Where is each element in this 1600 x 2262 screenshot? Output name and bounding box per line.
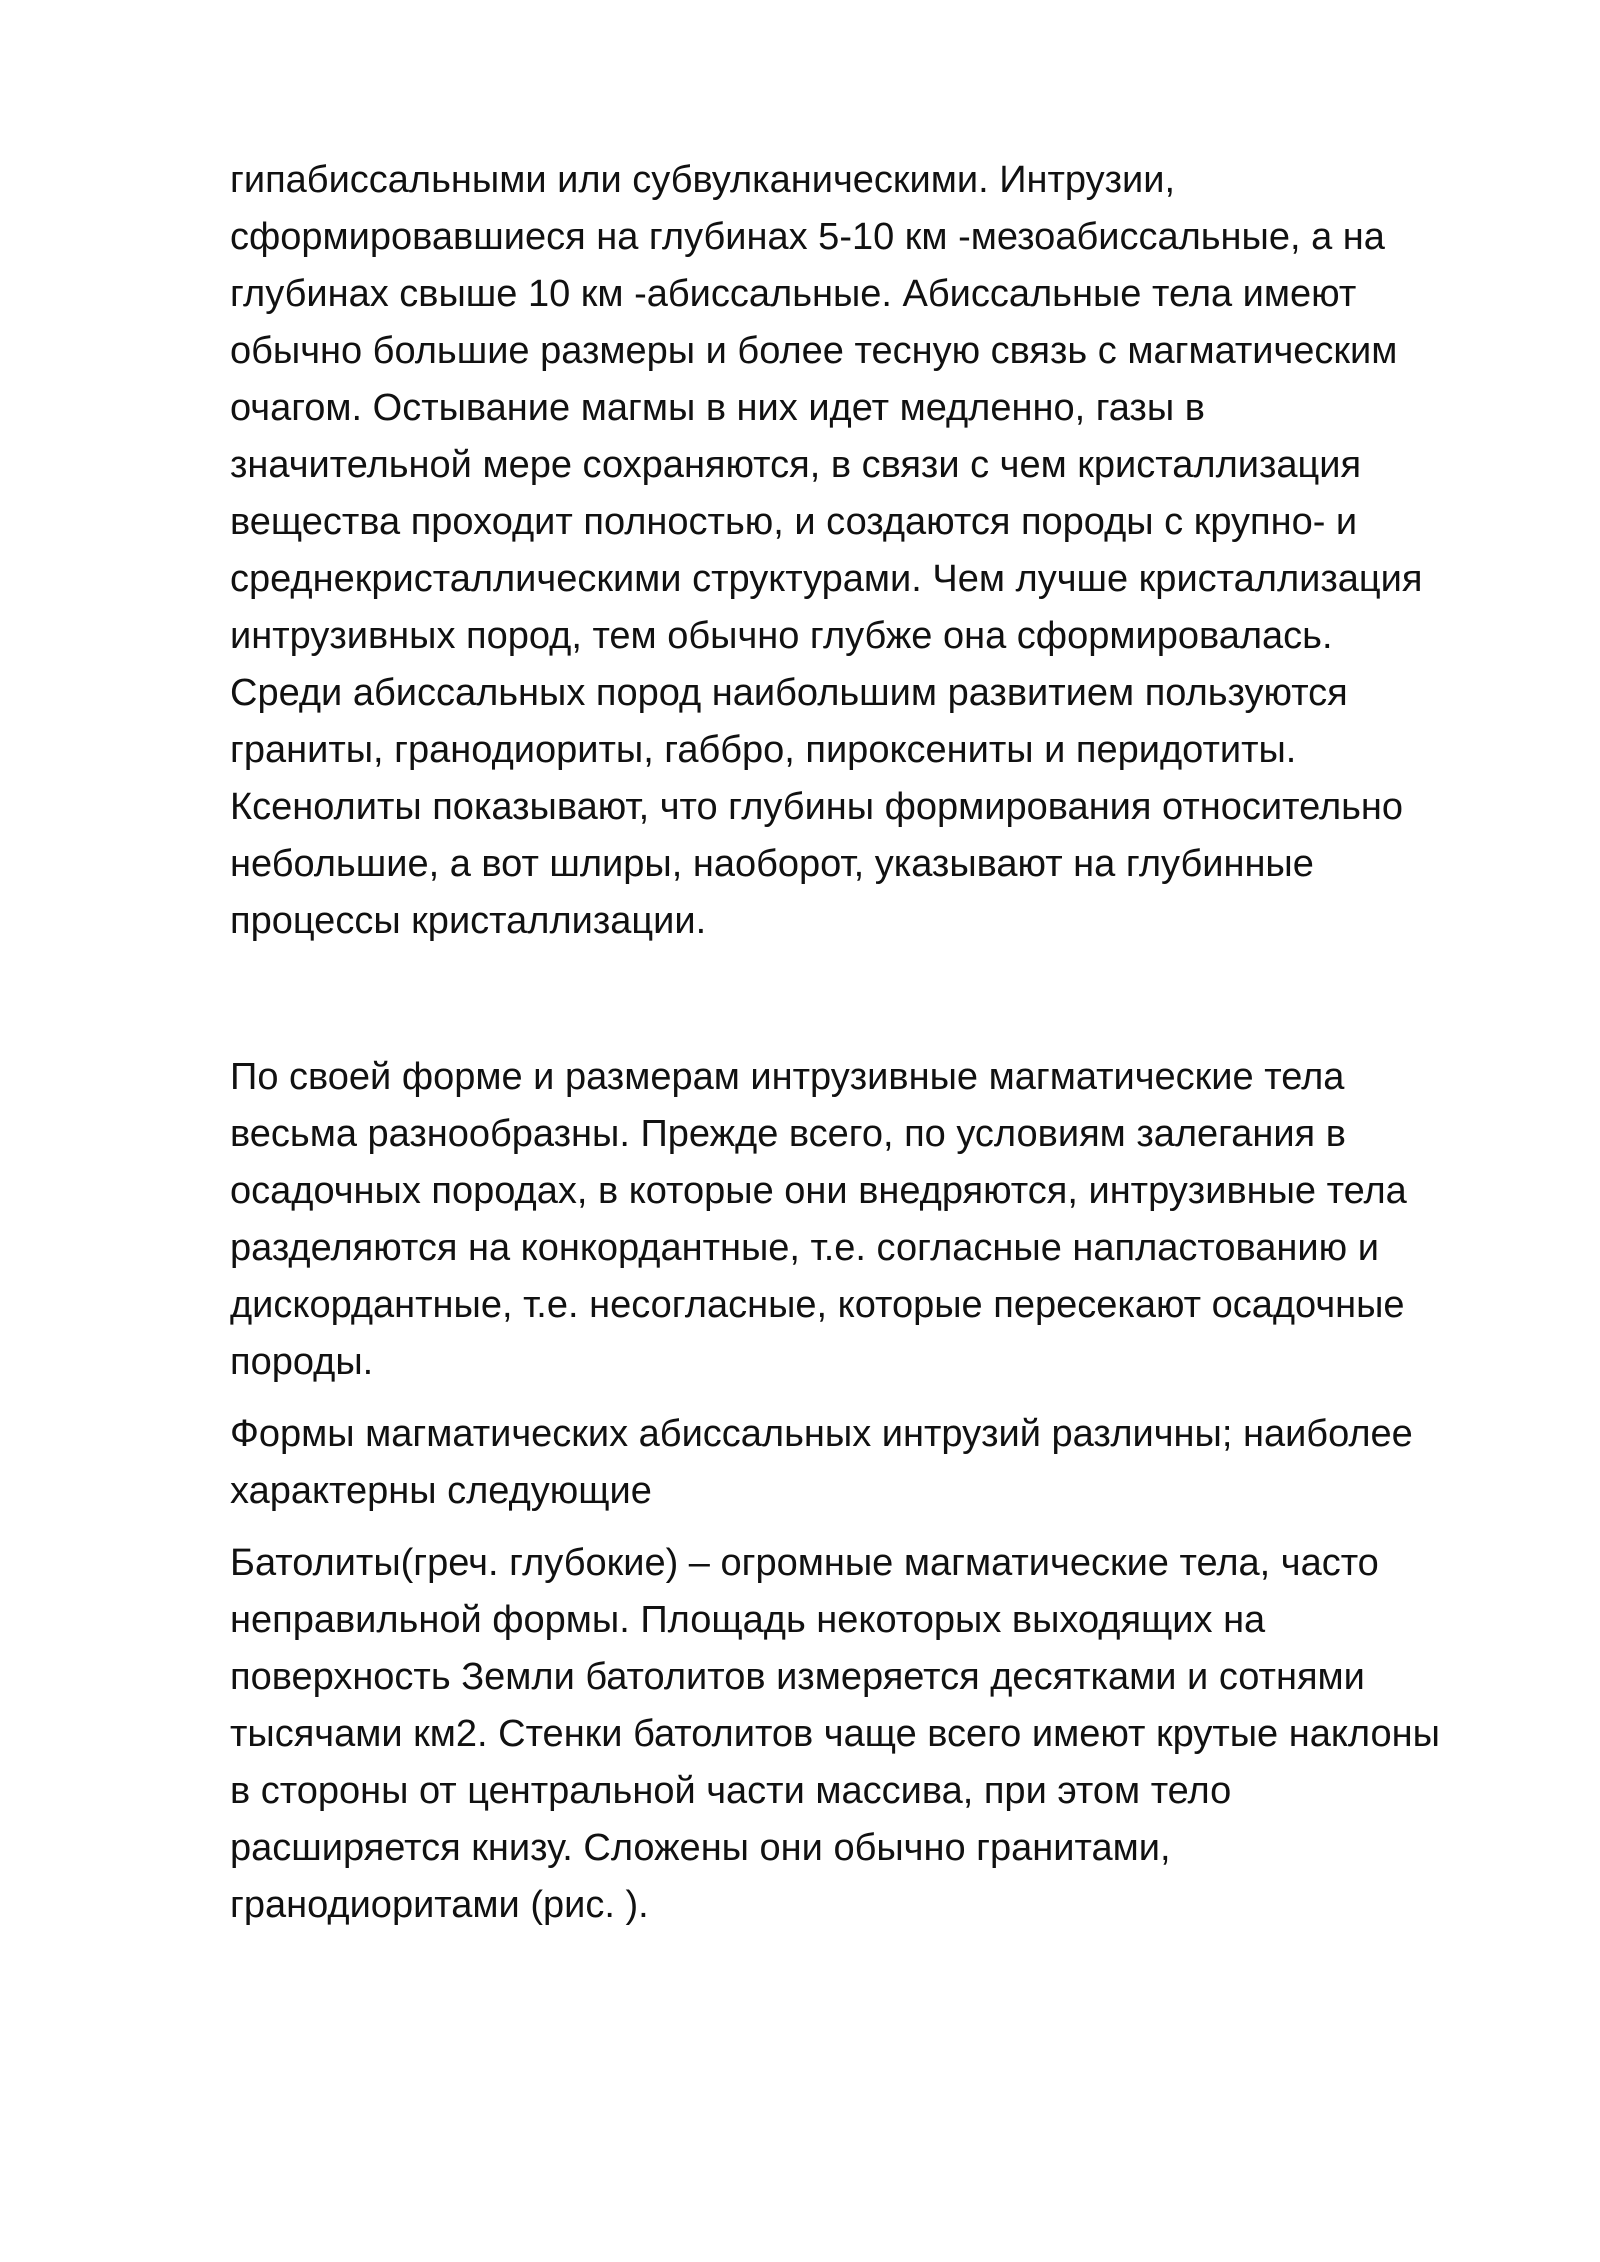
text-line: дискордантные, т.е. несогласные, которые пересекают осадочные	[230, 1284, 1405, 1326]
text-line: неправильной формы. Площадь некоторых выходящих на	[230, 1599, 1266, 1641]
text-line: гипабиссальными или субвулканическими. Интрузии,	[230, 159, 1176, 201]
text-line: весьма разнообразны. Прежде всего, по условиям залегания в	[230, 1113, 1346, 1155]
text-line: интрузивных пород, тем обычно глубже она сформировалась.	[230, 615, 1333, 657]
text-line: процессы кристаллизации.	[230, 900, 707, 942]
text-line: поверхность Земли батолитов измеряется десятками и сотнями	[230, 1656, 1365, 1698]
paragraph-abyssal-intrusions	[230, 152, 1530, 950]
text-line: Среди абиссальных пород наибольшим развитием пользуются	[230, 672, 1348, 714]
text-line: обычно большие размеры и более тесную связь с магматическим	[230, 330, 1398, 372]
text-line: разделяются на конкордантные, т.е. согласные напластованию и	[230, 1227, 1379, 1269]
text-line: в стороны от центральной части массива, при этом тело	[230, 1770, 1232, 1812]
paragraph-batholiths	[230, 1535, 1530, 1934]
text-line: граниты, гранодиориты, габбро, пироксениты и перидотиты.	[230, 729, 1297, 771]
text-line: сформировавшиеся на глубинах 5-10 км -мезоабиссальные, а на	[230, 216, 1385, 258]
text-line: небольшие, а вот шлиры, наоборот, указывают на глубинные	[230, 843, 1314, 885]
text-line: среднекристаллическими структурами. Чем лучше кристаллизация	[230, 558, 1423, 600]
text-line: Формы магматических абиссальных интрузий различны; наиболее	[230, 1413, 1413, 1455]
text-line: очагом. Остывание магмы в них идет медленно, газы в	[230, 387, 1205, 429]
text-line: глубинах свыше 10 км -абиссальные. Абиссальные тела имеют	[230, 273, 1357, 315]
text-line: тысячами км2. Стенки батолитов чаще всего имеют крутые наклоны	[230, 1713, 1440, 1755]
document-body	[230, 152, 1530, 1934]
text-line: По своей форме и размерам интрузивные магматические тела	[230, 1056, 1345, 1098]
text-line: породы.	[230, 1341, 374, 1383]
text-line: Ксенолиты показывают, что глубины формирования относительно	[230, 786, 1404, 828]
text-line: расширяется книзу. Сложены они обычно гранитами,	[230, 1827, 1171, 1869]
text-line: вещества проходит полностью, и создаются породы с крупно- и	[230, 501, 1358, 543]
text-line: гранодиоритами (рис. ).	[230, 1884, 649, 1926]
text-line: характерны следующие	[230, 1470, 652, 1512]
text-line: значительной мере сохраняются, в связи с чем кристаллизация	[230, 444, 1362, 486]
text-line: осадочных породах, в которые они внедряются, интрузивные тела	[230, 1170, 1407, 1212]
paragraph-intrusion-forms	[230, 1406, 1530, 1520]
paragraph-intrusive-bodies	[230, 1049, 1530, 1391]
text-line: Батолиты(греч. глубокие) – огромные магматические тела, часто	[230, 1542, 1379, 1584]
